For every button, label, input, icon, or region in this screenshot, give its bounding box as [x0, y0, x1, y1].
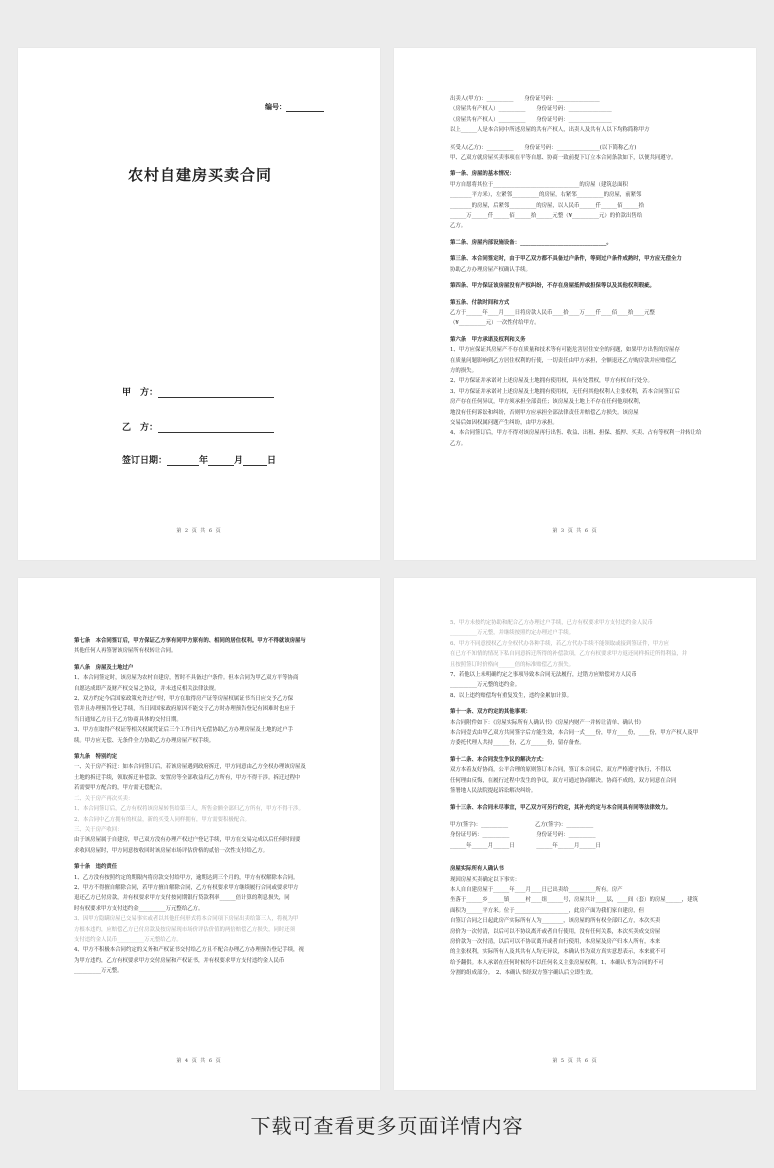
contract-title: 农村自建房买卖合同 [128, 166, 273, 184]
body-line: 甲方自愿将其位于________________________________的房屋（建筑总面积 [450, 181, 628, 188]
day-blank [243, 456, 267, 466]
clause-heading: 第七条 本合同签订后，甲方保证乙方享有同甲方原有的、相同的居住权利。甲方不得就该房屋与 [74, 638, 306, 644]
body-line: 4、本合同签订后，甲方不得对该房屋再行出售、收益、出租、担保、抵押、买卖、占有等权利一并转让给 [450, 430, 702, 437]
body-line: 为甲方违约，乙方有权要求甲方交付房屋和产权证书，并有权要求甲方支付违约金人民币 [74, 957, 285, 964]
body-line: 房产存在任何异议，甲方须承担全部责任；该房屋及土地上不存在任何他项权利， [450, 399, 645, 406]
clause-heading: 第六条 甲方承诺及权利和义务 [450, 336, 526, 343]
clause-heading: 第十一条、双方约定的其他事项： [450, 709, 531, 716]
body-line: （房屋共有产权人）__________ 身份证号码：________________ [450, 106, 612, 113]
body-line: 时有权要求甲方支付违约金__________万元整给乙方。 [74, 905, 204, 912]
body-line: 自签订合同之日起此房产实际所有人为________，该房屋的所有权全部归乙方，本次买卖 [450, 918, 661, 925]
body-line: 方根本违约，应赔偿乙方已付房款及按房屋现市场价评估价值的两倍赔偿乙方损失，同时还须 [74, 926, 296, 933]
page-cover [18, 48, 380, 560]
party-a-label: 甲 方： [122, 388, 159, 398]
body-line: __________万元整。 [74, 968, 123, 975]
body-line: 1、本合同签订后，乙方有权将该房屋转售给第三人，所售金额全部归乙方所有，甲方不得干涉。 [74, 806, 304, 813]
clause-heading: 第十三条、本合同未尽事宜，甲乙双方可另行约定，其补充约定与本合同具有同等法律效力。 [450, 804, 672, 811]
month-label: 月 [234, 456, 244, 466]
clause-heading: 第三条、本合同签定时，由于甲乙双方都不具备过户条件，等到过户条件成熟时，甲方应无偿全力 [450, 256, 682, 263]
body-line: 支付违约金人民币__________万元整给乙方。 [74, 936, 182, 943]
body-line: 退还乙方已付房款，并有权要求甲方支付按同期银行贷款利率______倍计算的利息损失，同 [74, 895, 290, 902]
body-line: 房价为一次付清，以后可以不协议离开或者自行使用，没有任何关系，本次买卖成交房屋 [450, 928, 661, 935]
body-line: 2、甲方不得擅自解除合同，若甲方擅自解除合同，乙方有权要求甲方继续履行合同或要求甲方 [74, 884, 299, 891]
page-footer: 第 2 页 共 6 页 [176, 528, 222, 534]
body-line: 1、本合同签定时，该房屋为农村自建房，暂时不具备过户条件。但本合同为甲乙双方平等协商 [74, 675, 299, 682]
clause-heading: 第九条 特别约定 [74, 754, 118, 761]
download-caption: 下载可查看更多页面详情内容 [250, 1114, 524, 1138]
body-line: __________万元整，并继续按照约定办理过户手续。 [450, 630, 574, 637]
body-line: 乙方。 [450, 440, 467, 447]
body-line: 求收回房屋时，甲方同意按收回时该房屋市场评估价格的贰倍一次性支付给乙方。 [74, 847, 269, 854]
body-line: 2、双方约定今后国家政策允许过户时，甲方在取得房产证等房屋权属证书当日应交予乙方保 [74, 696, 294, 703]
clause-heading: 房屋实际所有人确认书 [450, 866, 504, 873]
page-footer: 第 4 页 共 6 页 [176, 1058, 222, 1064]
page-parties-terms [394, 48, 756, 560]
body-line: 一、关于房产拆迁：如本合同签订后，若该房屋遇到政府拆迁，甲方同意由乙方全权办理该房屋及 [74, 764, 306, 771]
body-line: 1、甲方应保证其房屋产不存在质量和技术等有可能危害居住安全的问题，如果甲方出售的房屋存 [450, 347, 680, 354]
body-line [450, 813, 704, 820]
body-line: 三、关于房产收回： [74, 826, 123, 833]
body-line: 分割的组成部分。 2、本确认书经双方签字确认后立即生效。 [450, 970, 597, 977]
body-line: 1、乙方没有按照约定的期限内将房款交付给甲方，逾期达到三个月的，甲方有权解除本合同。 [74, 874, 299, 881]
body-line: 续。甲方应无偿、无条件全力协助乙方办理房屋产权手续。 [74, 737, 215, 744]
body-line: 管并且办理预告登记手续，当日因国家政府原因不能交于乙方时办理预告登记有困难时也应于 [74, 706, 296, 713]
body-line: 3、甲方在取得产权证等相关权属凭证后三个工作日内无偿协助乙方办理房屋及土地的过户手 [74, 727, 294, 734]
body-line: 其他任何人再签署该房屋所有权转让合同。 [74, 648, 177, 655]
body-line [450, 136, 704, 143]
contract-number [265, 102, 324, 112]
body-line: 本合同附件如下：《房屋实际所有人确认书》《房屋内财产一并转让清单、确认书》 [450, 719, 645, 726]
year-blank [167, 456, 199, 466]
clause-heading: 第一条、房屋的基本情况： [450, 171, 515, 178]
year-label: 年 [199, 456, 209, 466]
clause-heading: 第五条、付款时间和方式 [450, 299, 510, 306]
day-label: 日 [267, 456, 277, 466]
body-line: 当日通知乙方且于乙方协商具体的交付日期。 [74, 716, 182, 723]
body-line [450, 851, 704, 858]
body-line: 面积为______平方米。位于____________________，此房产面为我们家自建房，但 [450, 907, 645, 914]
body-line: 若需要甲方配合的，甲方需无偿配合。 [74, 785, 166, 792]
party-b-label: 乙 方： [122, 423, 159, 433]
body-line: 4、甲方不积极本合同约定的义务和产权证书交付给乙方且不配合办理乙方办理预告登记手续，视 [74, 947, 304, 954]
body-line: 方的损失。 [450, 367, 477, 374]
page-signatures [394, 578, 756, 1090]
page-footer: 第 3 页 共 6 页 [552, 528, 598, 534]
body-line: 且按照签订时价格向______倍的标准赔偿乙方损失。 [450, 661, 574, 668]
body-line: 给予翻供。本人承诺在任何时候均不以任何名义主张房屋权利。1、本确认书为合同的不可 [450, 959, 664, 966]
body-line: （¥__________元）一次性付给甲方。 [450, 320, 540, 327]
page-body [74, 630, 328, 977]
page-body [450, 618, 704, 979]
page-body [450, 94, 704, 449]
body-line: 方委托代理人共持______份，乙方______份，留存备查。 [450, 740, 585, 747]
body-line: 现因房屋买卖确定以下事实： [450, 876, 521, 883]
body-line: 3、甲方保证并承诺对上述房屋及土地拥有使用权，无任何其他权利人主张权利，若本合同签订后 [450, 388, 680, 395]
clause-heading: 第十条 违约责任 [74, 864, 118, 871]
body-line: 签署地人民法院提起诉讼解决纠纷。 [450, 788, 537, 795]
clause-heading: 第二条、房屋内部设施设备：________________________________。 [450, 239, 612, 246]
body-line: 在已方不知情的情况下私自同意拆迁所得的补偿款项，乙方有权要求甲方返还同样拆迁所得利益，并 [450, 651, 688, 658]
body-line: ______年______月______日 ______年______月______日 [450, 842, 601, 849]
clause-heading: 第十二条、本合同发生争议的解决方式： [450, 756, 548, 763]
body-line: 土地的拆迁手续，领取拆迁补偿款、安置房等全部收益归乙方所有，甲方不得干涉。拆迁过程中 [74, 774, 301, 781]
body-line: 自愿达成即产及财产权交易之协议，并未违反相关法律法规。 [74, 685, 220, 692]
party-b-row [122, 420, 274, 433]
body-line: 二、关于房产再次买卖： [74, 795, 134, 802]
body-line: 3、因甲方隐瞒房屋已交易事实或者以其他任何形式将本合同项下房屋出卖给第三人，将视为甲 [74, 916, 299, 923]
page-special-terms [18, 578, 380, 1090]
body-line: 乙方于______年____月____日将房款人民币____拾____万____仟____佰____拾____元整 [450, 309, 655, 316]
body-line: 双方本着友好协商，公平合理的原则签订本合同，签订本合同后，双方严格遵守执行，不得以 [450, 767, 672, 774]
body-line: 8、以上违约赔偿均有重复发生，违约金累加计算。 [450, 692, 573, 699]
contract-number-blank [286, 104, 324, 112]
clause-heading: 第八条 房屋及土地过户 [74, 664, 134, 671]
page-footer: 第 5 页 共 6 页 [552, 1058, 598, 1064]
body-line: ________平方米），左紧邻__________的房屋，右紧邻__________的房屋，前紧邻 [450, 192, 642, 199]
body-line: （房屋共有产权人）__________ 身份证号码：________________ [450, 116, 612, 123]
body-line: ______万______仟______佰______拾______元整（¥__________元）的价款出售给 [450, 213, 643, 220]
body-line: 本合同壹式由甲乙双方共同签字后方能生效，本合同一式____份，甲方____份，____份，甲方产权人及甲 [450, 730, 698, 737]
body-line: 由于该房屋属于自建房，甲己双方没有办理产权过户登记手续，甲方在交易完成以后任何时间要 [74, 837, 301, 844]
sign-date-row [122, 453, 276, 466]
clause-heading: 第四条、甲方保证该房屋没有产权纠纷，不存在房屋抵押或担保等以及其他权利瑕疵。 [450, 283, 655, 290]
body-line: 5、甲方未按约定协助和配合乙方办理过户手续，已方有权要求甲方支付违约金人民币 [450, 620, 653, 626]
party-a-row [122, 385, 274, 398]
body-line: 协助乙方办理房屋产权确认手续。 [450, 266, 531, 273]
body-line: 6、甲方不同意授权乙方全权代办各种手续，若乙方代办手续不能领取或接到签证件，甲方应 [450, 640, 670, 647]
body-line: 甲、乙双方就房屋买卖事项在平等自愿、协商一致前提下订立本合同条款如下，以便共同遵守。 [450, 155, 677, 162]
body-line: 以上______人是本合同中所述房屋的共有产权人，出卖人及共有人以下均称简称甲方 [450, 127, 650, 134]
contract-number-label: 编号： [265, 103, 286, 111]
body-line: 交易后如因权属问题产生纠纷，由甲方承担。 [450, 419, 558, 426]
party-b-blank [158, 423, 274, 433]
body-line: 任何理由反悔，在履行过程中发生的争议，双方可通过协商解决。协商不成的，双方同意在合同 [450, 777, 677, 784]
body-line: 乙方。 [450, 223, 467, 230]
body-line: 2、本合同中乙方拥有的权益，新的买受人同样拥有，甲方需要积极配合。 [74, 816, 250, 823]
body-line: 买受人(乙方)：__________ 身份证号码：________________(以下简称乙方) [450, 144, 637, 151]
month-blank [208, 456, 234, 466]
body-line: __________万元整的违约金。 [450, 682, 521, 689]
body-line: 甲方(签字)：__________ 乙方(签字)：__________ [450, 821, 594, 828]
body-line: 本人自自建房屋于______年____月____日已出卖给__________所有。房产 [450, 886, 623, 893]
body-line: 地没有任何诉讼和纠纷，否则甲方应承担全部法律责任并赔偿乙方损失。该房屋 [450, 409, 639, 416]
body-line: 身份证号码：__________ 身份证号码：__________ [450, 832, 596, 839]
body-line: 坐落于______乡______镇______村____组______号，房屋共计____层，____间（套）的房屋______，建筑 [450, 897, 698, 904]
body-line: 在质量问题影响到乙方居住权利的行使，一切责任由甲方承担，全额退还乙方购房款并应赔偿乙 [450, 357, 677, 364]
body-line: 房价款为一次付清，以后可以不协议离开或者自行使用，本房屋及房产归本人所有，本来 [450, 938, 661, 945]
body-line: 出卖人(甲方)：__________ 身份证号码：________________ [450, 96, 600, 102]
body-line: 的主张权利，实际所有人及其共有人均无异议，本确认书为双方真实意思表示，本来就不可 [450, 949, 666, 956]
body-line: 2、甲方保证并承诺对上述房屋及土地拥有使用权，具有处置权，甲方有权自行处分。 [450, 378, 653, 385]
party-a-blank [158, 388, 274, 398]
body-line: 7、若他以上未明确约定之事项导致本合同无法履行，过错方应赔偿对方人民币 [450, 672, 637, 679]
body-line: ________的房屋，后紧邻__________的房屋，以人民币______仟______佰______拾 [450, 202, 645, 209]
sign-date-label: 签订日期： [122, 456, 168, 466]
